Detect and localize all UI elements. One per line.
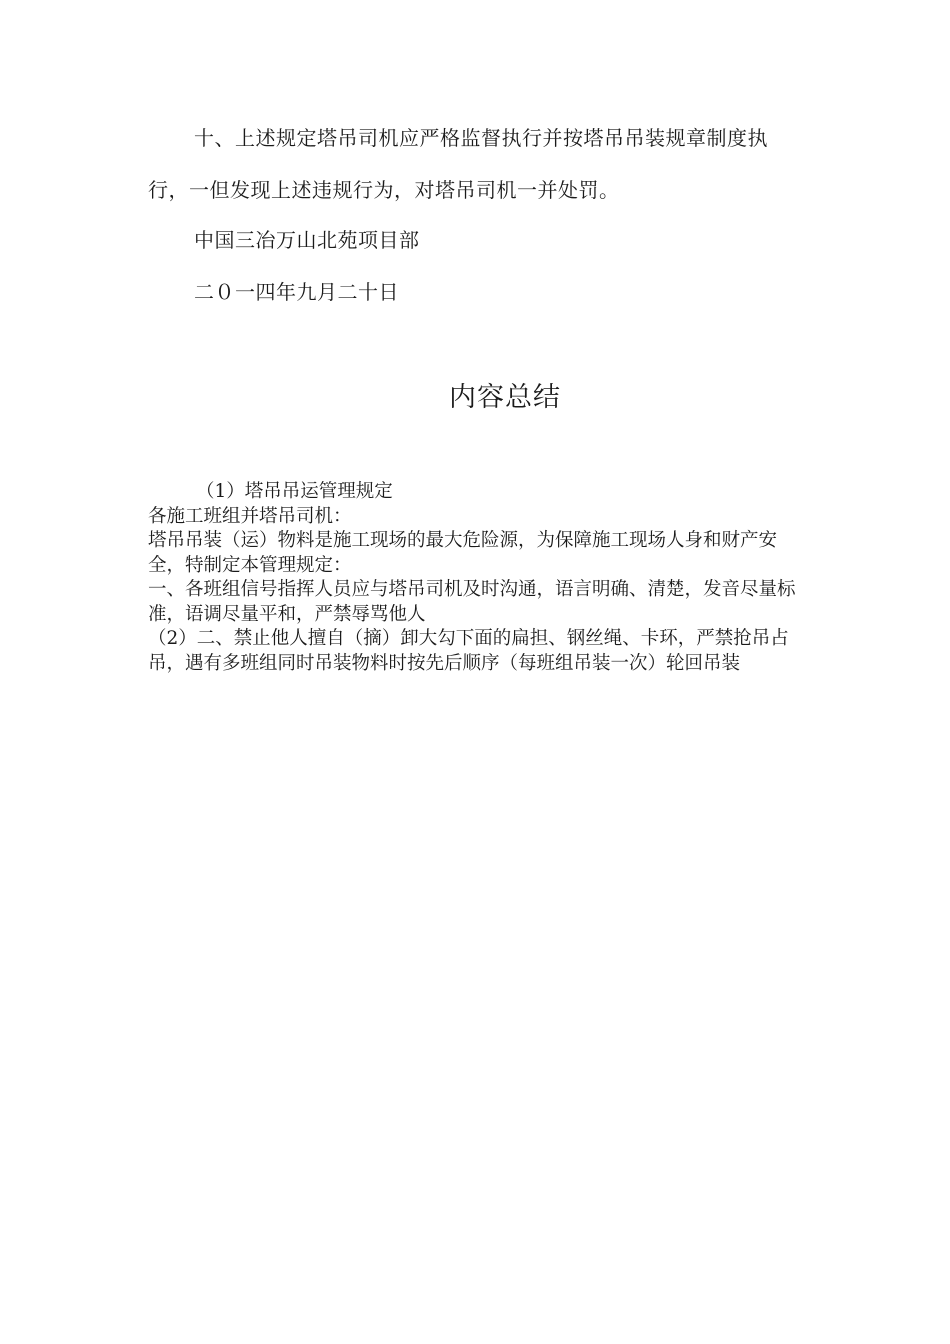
summary-title-line: （1）塔吊吊运管理规定 xyxy=(196,481,393,502)
organization-signature: 中国三冶万山北苑项目部 xyxy=(194,228,420,252)
rule-ten-paragraph: 十、上述规定塔吊司机应严格监督执行并按塔吊吊装规章制度执行，一但发现上述违规行为，对塔吊司机一并处罚。 xyxy=(148,126,768,202)
summary-section xyxy=(148,480,798,676)
summary-heading: 内容总结 xyxy=(449,382,561,413)
summary-intro-paragraph: 塔吊吊装（运）物料是施工现场的最大危险源，为保障施工现场人身和财产安全，特制定本管理规定： xyxy=(148,530,778,576)
summary-rule-one-paragraph: 一、各班组信号指挥人员应与塔吊司机及时沟通，语言明确、清楚，发音尽量标准，语调尽量平和，严禁辱骂他人 xyxy=(148,579,796,625)
summary-addressee-line: 各施工班组并塔吊司机： xyxy=(148,505,352,527)
signature-date: 二０一四年九月二十日 xyxy=(194,280,399,304)
summary-rule-two-paragraph: （2）二、禁止他人擅自（摘）卸大勾下面的扁担、钢丝绳、卡环，严禁抢吊占吊，遇有多班组同时吊装物料时按先后顺序（每班组吊装一次）轮回吊装 xyxy=(148,628,789,674)
